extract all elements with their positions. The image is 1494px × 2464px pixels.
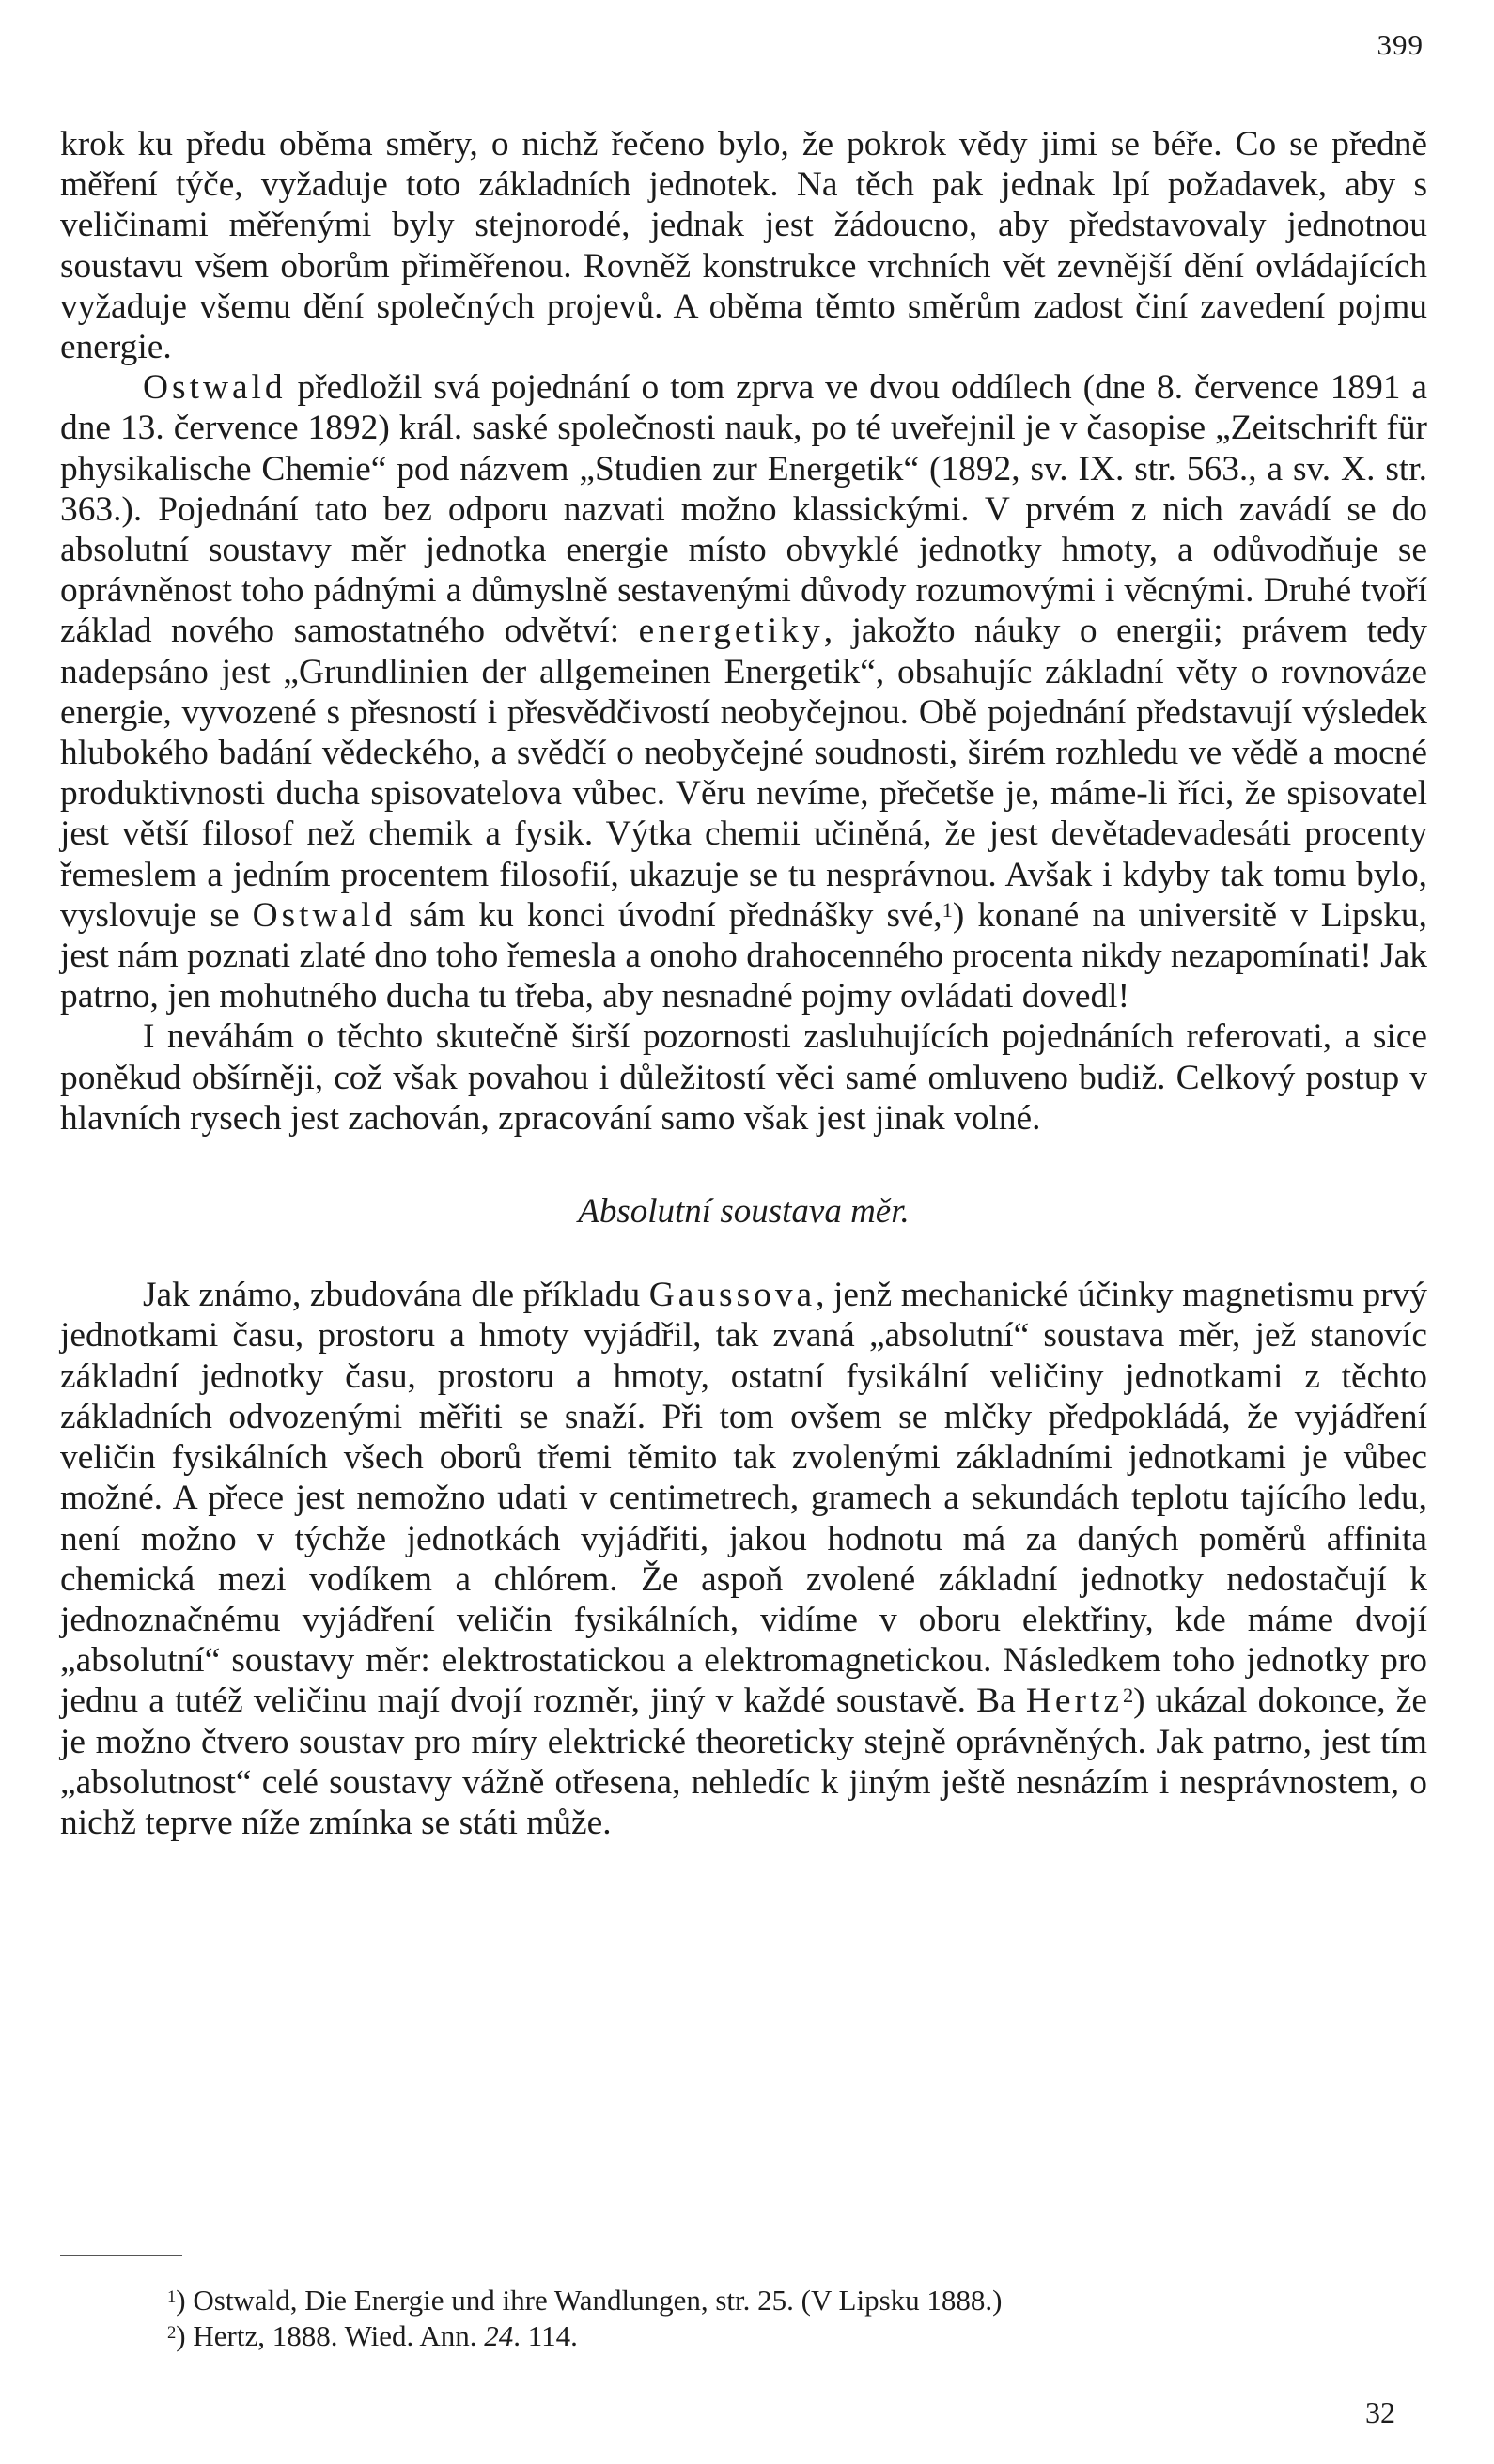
footnotes [167, 2283, 1389, 2354]
author-name: Ostwald [252, 895, 397, 935]
footnote-2: $^2$) Hertz, 1888. Wied. Ann. 24. 114. [167, 2319, 578, 2352]
signature-mark: 32 [1365, 2395, 1395, 2429]
paragraph-3: I neváhám o těchto skutečně širší pozornosti zasluhujících pojednáních referovati, a sice poněkud obšírněji, což však povahou i důležitostí věci samé omluveno budiž. Celkový postup v hlavních rysech jest zachován, zpracování samo však jest jinak volné. [60, 1017, 1427, 1138]
author-name: Ostwald [143, 368, 287, 408]
page-number: 399 [1377, 28, 1424, 61]
footnote-ref-2: 2 [1122, 1683, 1134, 1708]
paragraph-4: Jak známo, zbudována dle příkladu Gaussova, jenž mechanické účinky magnetismu prvý jednotkami času, prostoru a hmoty vyjádřil, tak zvaná „absolutní“ soustava měr, jež stanovíc základní jednotky času, prostoru a hmoty, ostatní fysikální veličiny jednotkami z těchto základních odvozenými měřiti se snaží. Při tom ovšem se mlčky předpokládá, že vyjádření veličin fysikálních všech oborů třemi těmito tak zvolenými základními jednotkami je vůbec možné. A přece jest nemožno udati v centimetrech, gramech a sekundách teplotu tajícího ledu, není možno v týchže jednotkách vyjádřiti, jakou hodnotu má za daných poměrů affinita chemická mezi vodíkem a chlórem. Že aspoň zvolené základní jednotky nedostačují k jednoznačnému vyjádření veličin fysikálních, vidíme v oboru elektřiny, kde máme dvojí „absolutní“ soustavy měr: elektrostatickou a elektromagnetickou. Následkem toho jednotky pro jednu a tutéž veličinu mají dvojí rozměr, jiný v každé soustavě. Ba Hertz$^2$) ukázal dokonce, že je možno čtvero soustav pro míry elektrické theoreticky stejně oprávněných. Jak patrno, jest tím „absolutnost“ celé soustavy vážně otřesena, nehledíc k jiným ještě nesnázím i nesprávnostem, o nichž teprve níže zmínka se státi může. [60, 1276, 1427, 1842]
author-name: Hertz [1025, 1681, 1123, 1721]
footnote-ref-1: 1 [942, 897, 953, 922]
emphasis-term: energetiky [638, 612, 824, 651]
paragraph-2: Ostwald předložil svá pojednání o tom zprva ve dvou oddílech (dne 8. července 1891 a dne 13. července 1892) král. saské společnosti nauk, po té uveřejnil je v časopise „Zeitschrift für physikalische Chemie“ pod názvem „Studien zur Energetik“ (1892, sv. IX. str. 563., a sv. X. str. 363.). Pojednání tato bez odporu nazvati možno klassickými. V prvém z nich zavádí se do absolutní soustavy měr jednotka energie místo obvyklé jednotky hmoty, a odůvodňuje se oprávněnost toho pádnými a důmyslně sestavenými důvody rozumovými i věcnými. Druhé tvoří základ nového samostatného odvětví: energetiky, jakožto náuky o energii; právem tedy nadepsáno jest „Grundlinien der allgemeinen Energetik“, obsahujíc základní věty o rovnováze energie, vyvozené s přesností i přesvědčivostí neobyčejnou. Obě pojednání představují výsledek hlubokého badání vědeckého, a svědčí o neobyčejné soudnosti, širém rozhledu ve vědě a mocné produktivnosti ducha spisovatelova vůbec. Věru nevíme, přečetše je, máme-li říci, že spisovatel jest větší filosof než chemik a fysik. Výtka chemii učiněná, že jest devětadevadesáti procenty řemeslem a jedním procentem filosofií, ukazuje se tu nesprávnou. Avšak i kdyby tak tomu bylo, vyslovuje se Ostwald sám ku konci úvodní přednášky své,$^1$) konané na universitě v Lipsku, jest nám poznati zlaté dno toho řemesla a onoho drahocenného procenta nikdy nezapomínati! Jak patrno, jen mohutného ducha tu třeba, aby nesnadné pojmy ovládati dovedl! [60, 368, 1427, 1016]
author-name: Gaussova [648, 1276, 817, 1315]
footnote-1: $^1$) Ostwald, Die Energie und ihre Wandlungen, str. 25. (V Lipsku 1888.) [167, 2284, 1003, 2317]
footnote-divider [60, 2255, 182, 2256]
section-title: Absolutní soustava měr. [578, 1192, 910, 1232]
paragraph-1: krok ku předu oběma směry, o nichž řečeno bylo, že pokrok vědy jimi se béře. Co se předně měření týče, vyžaduje toto základních jednotek. Na těch pak jednak lpí požadavek, aby s veličinami měřenými byly stejnorodé, jednak jest žádoucno, aby představovaly jednotnou soustavu všem oborům přiměřenou. Rovněž konstrukce vrchních vět zevnější dění ovládajících vyžaduje všemu dění společných projevů. A oběma těmto směrům zadost činí zavedení pojmu energie. [60, 125, 1427, 367]
body-text [60, 124, 1427, 1843]
